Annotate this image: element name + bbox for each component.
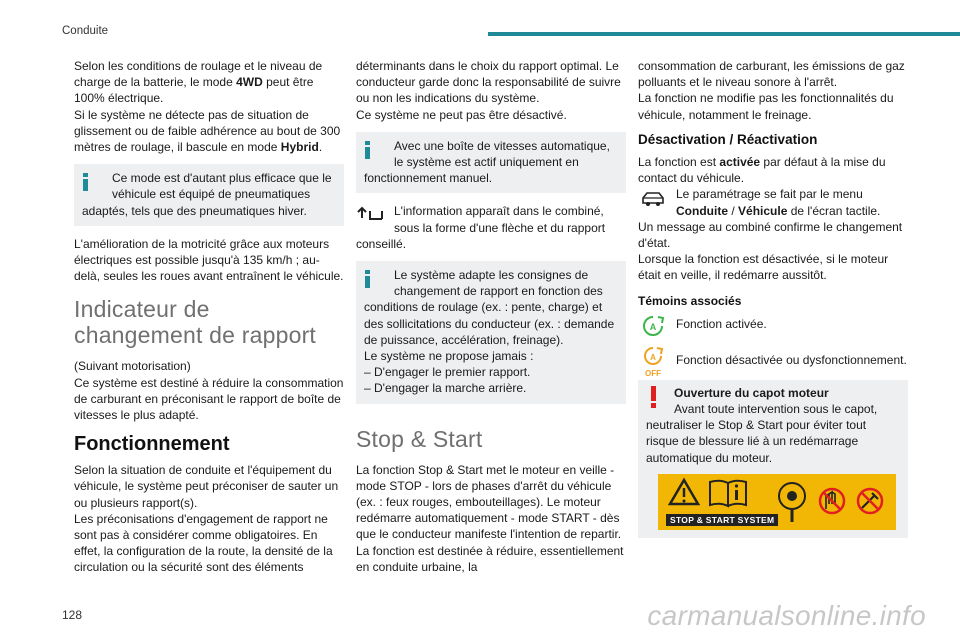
running-head: Conduite	[62, 25, 109, 37]
mode-hybrid-label: Hybrid	[280, 140, 319, 155]
paragraph	[638, 154, 908, 186]
paragraph: La fonction Stop & Start met le moteur en veille - mode STOP - lors de phases d'arrêt du véhicule (ex. : feux rouges, embouteillages). Le moteur redémarre automatiquement - mode START - dès que le conducteur manifeste l'intention de repartir.	[356, 462, 622, 542]
header-accent-bar	[488, 32, 960, 36]
text: /	[728, 203, 739, 218]
paragraph: Selon la situation de conduite et l'équipement du véhicule, le système peut préconiser de sauter un ou plusieurs rapport(s).	[74, 463, 339, 510]
section-title-desactivation: Désactivation / Réactivation	[638, 131, 818, 147]
no-tool-icon	[858, 489, 882, 513]
paragraph: déterminants dans le choix du rapport optimal. Le conducteur garde donc la responsabilité de suivre ou non les indications du système.	[356, 59, 621, 106]
paragraph: Ce système est destiné à réduire la consommation de carburant en préconisant le rapport de boîte de vitesses le plus adapté.	[74, 375, 344, 423]
menu-setting-note	[638, 186, 908, 218]
mode-4wd-label: 4WD	[236, 75, 263, 90]
warning-triangle-icon	[670, 480, 698, 504]
info-box	[74, 164, 344, 226]
shift-indicator-note	[356, 203, 626, 252]
sticker-label: STOP & START SYSTEM	[666, 514, 778, 526]
info-text: adaptés, tels que des pneumatiques hiver.	[82, 203, 307, 218]
svg-text:OFF: OFF	[645, 368, 661, 378]
page-number: 128	[62, 608, 83, 622]
info-text: Avec une boîte de vitesses automatique, le système est actif uniquement en	[394, 138, 610, 170]
text: peut être 100% électrique.	[74, 75, 314, 106]
fan-belt-icon	[779, 483, 805, 522]
info-text: Le système ne propose jamais :	[364, 349, 534, 364]
warning-text: neutraliser le Stop & Start pour éviter tout risque de blessure lié à un redémarrage automatique du moteur.	[646, 418, 867, 465]
info-icon	[82, 173, 90, 190]
temoin-active-row	[638, 314, 908, 338]
manual-book-icon	[710, 481, 746, 506]
text: .	[318, 140, 323, 155]
info-icon	[364, 141, 372, 158]
temoin-active-text: Fonction activée.	[676, 316, 767, 331]
temoin-off-text: Fonction désactivée ou dysfonctionnement.	[676, 352, 907, 367]
column-1	[74, 58, 344, 576]
paragraph: La fonction ne modifie pas les fonctionnalités du véhicule, notamment le freinage.	[638, 91, 894, 122]
info-icon	[364, 270, 372, 287]
warning-exclamation-icon	[651, 386, 657, 408]
section-title-stop-start: Stop & Start	[356, 425, 483, 452]
text: de l'écran tactile.	[787, 203, 881, 218]
paragraph: L'amélioration de la motricité grâce aux moteurs électriques est possible jusqu'à 135 km/h ; au-delà, seules les roues avant entraînent le véhicule.	[74, 236, 344, 284]
paragraph: Les préconisations d'engagement de rapport ne sont pas à considérer comme obligatoires. En effet, la configuration de la route, la densité de la circulation ou la sécurité sont des éléments	[74, 511, 333, 575]
svg-text:A: A	[649, 321, 657, 332]
stop-start-warning-sticker	[658, 474, 896, 530]
stop-start-off-icon	[638, 346, 670, 380]
info-box	[356, 132, 626, 194]
section-title-indicateur: Indicateur de changement de rapport	[74, 296, 317, 349]
gear-shift-arrow-icon	[356, 205, 388, 231]
text: Selon les conditions de roulage et le niveau de charge de la batterie, le mode	[74, 59, 323, 90]
shift-text: L'information apparaît dans le combiné, sous la forme d'une flèche et du rapport	[394, 204, 606, 235]
paragraph: Un message au combiné confirme le changement d'état.	[638, 219, 903, 251]
warning-title: Ouverture du capot moteur	[674, 385, 829, 400]
warning-text: Avant toute intervention sous le capot,	[674, 402, 878, 417]
car-settings-icon	[638, 188, 670, 214]
info-text: Ce mode est d'autant plus efficace que le véhicule est équipé de pneumatiques	[112, 171, 332, 202]
shift-text: conseillé.	[356, 236, 407, 251]
info-list-item: – D'engager la marche arrière.	[364, 381, 527, 396]
text: La fonction est	[638, 155, 720, 170]
text: Si le système ne détecte pas de situation de glissement ou de faible adhérence au bout de 300 mètres de roulage, il bascule en mode	[74, 107, 341, 155]
section-title-temoins: Témoins associés	[638, 293, 742, 308]
section-title-fonctionnement: Fonctionnement	[74, 433, 230, 456]
menu-name-conduite: Conduite	[676, 203, 728, 218]
warning-box	[638, 380, 908, 538]
text: Le paramétrage se fait par le menu	[676, 187, 863, 202]
menu-text	[638, 186, 908, 218]
info-text: fonctionnement manuel.	[364, 171, 493, 186]
column-3	[638, 58, 908, 538]
no-hand-icon	[820, 489, 844, 513]
watermark: carmanualsonline.info	[647, 600, 926, 631]
paragraph: La fonction est destinée à réduire, essentiellement en conduite urbaine, la	[356, 543, 624, 574]
info-box	[356, 261, 626, 404]
info-list-item: – D'engager le premier rapport.	[364, 365, 531, 380]
paragraph: Ce système ne peut pas être désactivé.	[356, 107, 567, 122]
paragraph: Lorsque la fonction est désactivée, si le moteur était en veille, il redémarre aussitôt.	[638, 252, 889, 283]
text: par défaut à la mise du contact du véhicule.	[638, 155, 886, 186]
paragraph: (Suivant motorisation)	[74, 359, 191, 374]
text-emphasis: activée	[719, 155, 761, 170]
info-text: conditions de roulage (ex. : pente, charge) et des sollicitations du conducteur (ex. : demande de puissance, accélération, freinage).	[364, 300, 615, 347]
info-text: Le système adapte les consignes de changement de rapport en fonction des	[394, 268, 603, 299]
temoin-off-row	[638, 346, 908, 378]
menu-name-vehicule: Véhicule	[738, 203, 788, 218]
paragraph-4wd	[74, 58, 344, 155]
svg-text:A: A	[650, 352, 656, 362]
paragraph: consommation de carburant, les émissions de gaz polluants et le niveau sonore à l'arrêt.	[638, 59, 905, 90]
stop-start-active-icon	[638, 314, 670, 340]
column-2	[356, 58, 626, 575]
